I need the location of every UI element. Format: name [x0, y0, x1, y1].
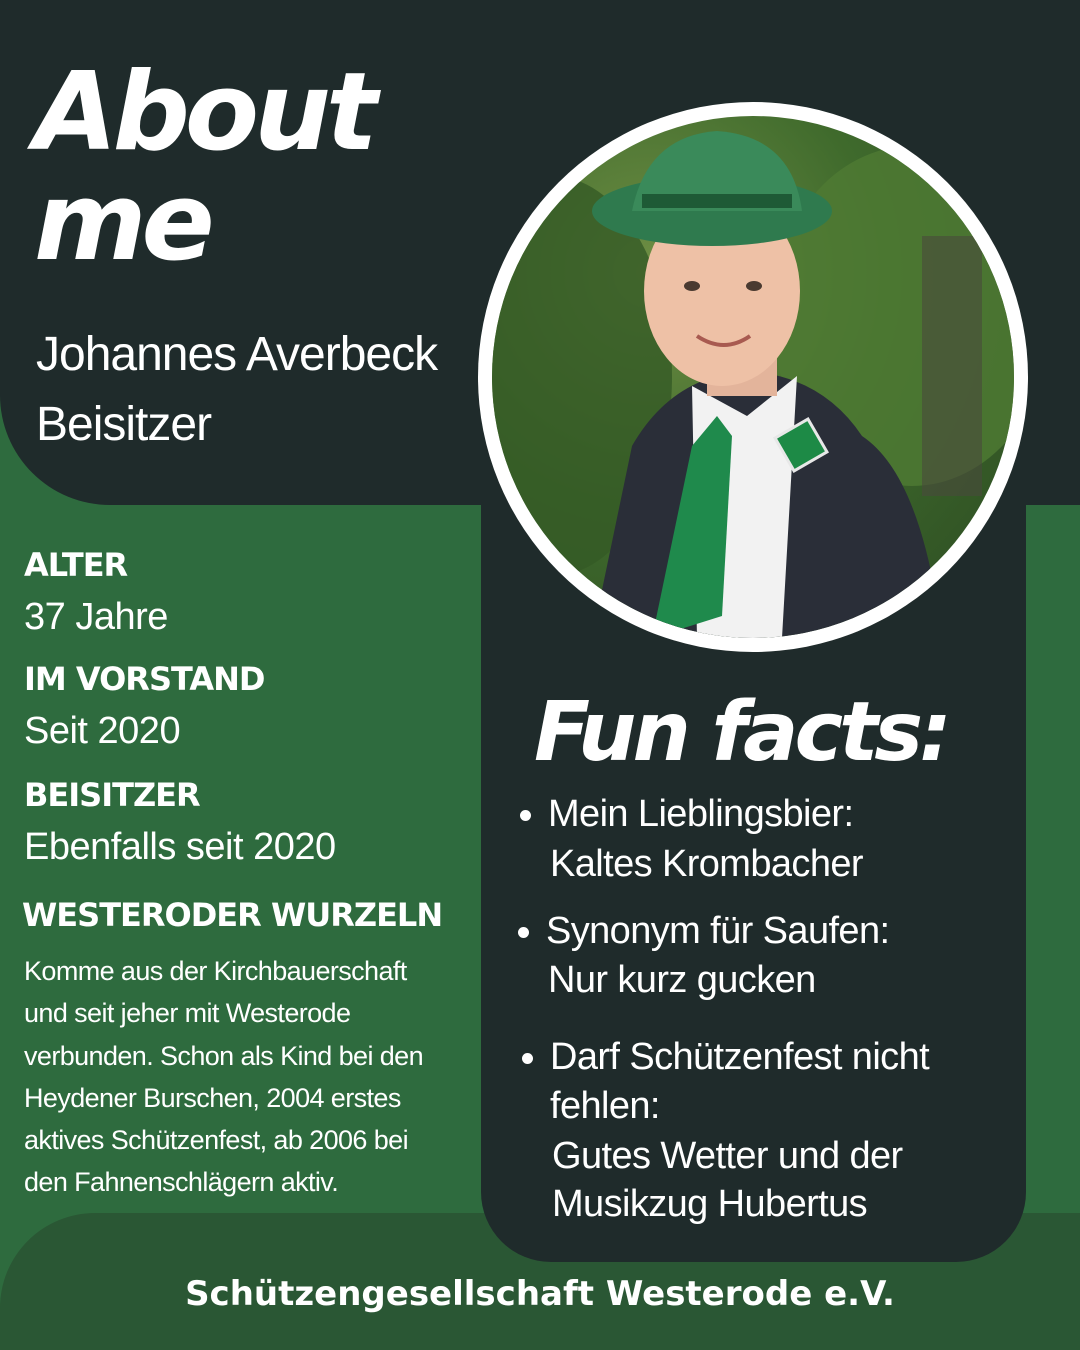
roots-line: Heydener Burschen, 2004 erstes	[24, 1082, 401, 1113]
fact-3-line-2: fehlen:	[550, 1085, 660, 1127]
fact-2-line-1: Synonym für Saufen:	[546, 910, 890, 952]
bullet-icon	[518, 927, 529, 938]
info-value-vorstand: Seit 2020	[24, 710, 181, 752]
fact-1-line-2: Kaltes Krombacher	[550, 843, 863, 885]
fact-2-line-2: Nur kurz gucken	[548, 959, 816, 1001]
roots-line: aktives Schützenfest, ab 2006 bei	[24, 1125, 408, 1156]
fact-3-line-4: Musikzug Hubertus	[552, 1183, 868, 1225]
roots-line: den Fahnenschlägern aktiv.	[24, 1167, 339, 1198]
fact-1-line-1: Mein Lieblingsbier:	[548, 793, 854, 835]
info-label-vorstand: IM VORSTAND	[24, 660, 265, 698]
info-value-beisitzer: Ebenfalls seit 2020	[24, 826, 336, 868]
roots-line: Komme aus der Kirchbauerschaft	[24, 956, 407, 986]
roots-line: verbunden. Schon als Kind bei den	[24, 1040, 424, 1071]
roots-label: WESTERODER WURZELN	[22, 896, 443, 934]
bullet-icon	[522, 1053, 533, 1064]
page-title	[34, 50, 474, 285]
roots-description	[24, 950, 474, 1204]
header-panel-edge	[1026, 0, 1080, 505]
profile-photo	[492, 116, 1014, 638]
person-portrait-icon	[492, 116, 1014, 638]
info-label-beisitzer: BEISITZER	[24, 776, 200, 814]
title-line-2: me	[34, 160, 210, 285]
fact-3-line-3: Gutes Wetter und der	[552, 1135, 903, 1177]
footer-organization: Schützengesellschaft Westerode e.V.	[185, 1274, 895, 1314]
roots-line: und seit jeher mit Westerode	[24, 998, 351, 1029]
fact-3-line-1: Darf Schützenfest nicht	[550, 1036, 930, 1078]
person-name: Johannes Averbeck	[36, 328, 438, 381]
title-line-1: About	[34, 50, 373, 175]
bullet-icon	[520, 810, 531, 821]
person-role: Beisitzer	[36, 398, 212, 451]
info-value-alter: 37 Jahre	[24, 596, 168, 638]
fun-facts-title: Fun facts:	[534, 685, 948, 780]
info-label-alter: ALTER	[24, 546, 128, 584]
